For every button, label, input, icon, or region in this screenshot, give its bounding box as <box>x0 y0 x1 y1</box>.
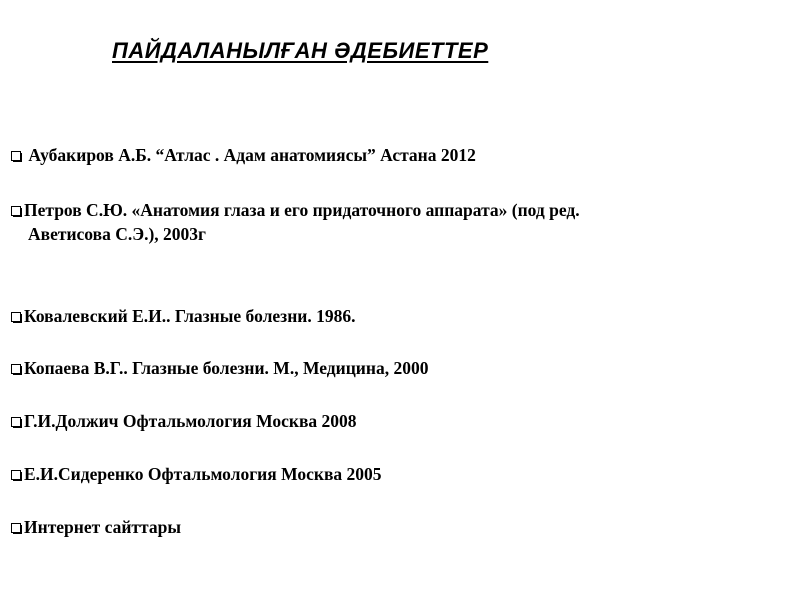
reference-text-continuation: Аветисова С.Э.), 2003г <box>28 224 206 244</box>
square-bullet-icon <box>11 417 22 428</box>
square-bullet-icon <box>11 206 22 217</box>
reference-text: Копаева В.Г.. Глазные болезни. М., Медицина, 2000 <box>24 358 429 378</box>
reference-item <box>11 198 580 246</box>
square-bullet-icon <box>11 523 22 534</box>
reference-text: Интернет сайттары <box>24 517 181 537</box>
square-bullet-icon <box>11 364 22 375</box>
square-bullet-icon <box>11 151 22 162</box>
reference-text: Е.И.Сидеренко Офтальмология Москва 2005 <box>24 464 382 484</box>
reference-item <box>11 356 428 380</box>
reference-item <box>11 304 356 328</box>
reference-text: Аубакиров А.Б. “Атлас . Адам анатомиясы” Астана 2012 <box>24 145 476 165</box>
reference-item <box>11 515 181 539</box>
square-bullet-icon <box>11 470 22 481</box>
reference-text: Г.И.Должич Офтальмология Москва 2008 <box>24 411 357 431</box>
page-title: ПАЙДАЛАНЫЛҒАН ӘДЕБИЕТТЕР <box>112 38 489 63</box>
reference-text: Ковалевский Е.И.. Глазные болезни. 1986. <box>24 306 356 326</box>
reference-item <box>11 409 357 433</box>
reference-item <box>11 462 382 486</box>
reference-text: Петров С.Ю. «Анатомия глаза и его придаточного аппарата» (под ред. <box>24 200 580 220</box>
square-bullet-icon <box>11 312 22 323</box>
reference-item <box>11 143 476 167</box>
